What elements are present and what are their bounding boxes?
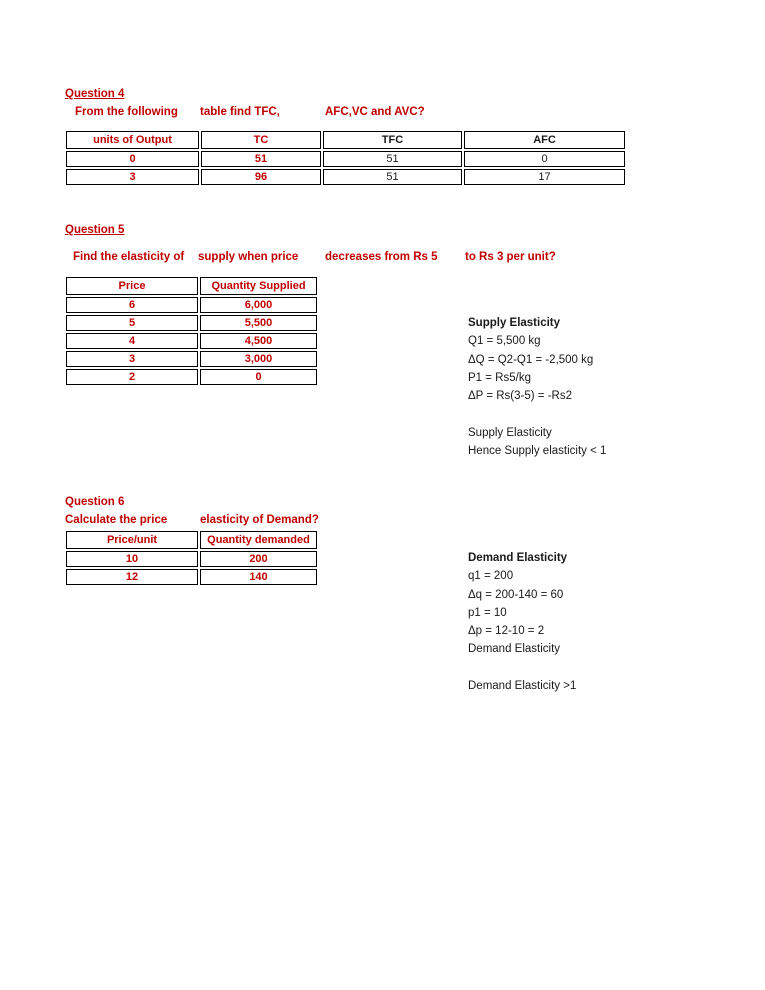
table-cell: 51 <box>323 169 462 185</box>
table-cell: 0 <box>464 151 625 167</box>
q5-subtitle-seg-1: Find the elasticity of <box>73 251 185 263</box>
table-row <box>66 351 317 367</box>
q5-col-header: Price <box>66 277 198 295</box>
q6-subtitle-seg-1: Calculate the price <box>65 514 168 526</box>
table-row <box>66 551 317 567</box>
table-row <box>66 315 317 331</box>
q6-heading: Question 6 <box>65 496 125 508</box>
table-row <box>66 333 317 349</box>
q5-col-header: Quantity Supplied <box>200 277 317 295</box>
q5-solution-block <box>468 314 728 460</box>
q5-solution-line: Hence Supply elasticity < 1 <box>468 445 607 458</box>
q4-subtitle-seg-3: AFC,VC and AVC? <box>325 106 425 118</box>
table-cell: 4 <box>66 333 198 349</box>
q6-solution-line: Δp = 12-10 = 2 <box>468 625 545 638</box>
table-row <box>66 369 317 385</box>
q5-subtitle <box>0 251 700 266</box>
q4-col-header: AFC <box>464 131 625 149</box>
q4-heading: Question 4 <box>65 88 125 100</box>
q6-solution-line: q1 = 200 <box>468 570 514 583</box>
q4-subtitle-seg-2: table find TFC, <box>200 106 280 118</box>
table-header-row <box>66 277 317 295</box>
q6-col-header: Quantity demanded <box>200 531 317 549</box>
q6-solution-block <box>468 549 728 695</box>
q4-col-header: TC <box>201 131 321 149</box>
q4-subtitle <box>0 106 700 121</box>
table-cell: 0 <box>200 369 317 385</box>
table-cell: 140 <box>200 569 317 585</box>
q5-supply-table <box>64 275 319 387</box>
table-header-row <box>66 131 625 149</box>
table-cell: 51 <box>201 151 321 167</box>
q5-subtitle-seg-4: to Rs 3 per unit? <box>465 251 556 263</box>
table-cell: 6,000 <box>200 297 317 313</box>
q6-solution-title: Demand Elasticity <box>468 552 568 564</box>
table-cell: 12 <box>66 569 198 585</box>
q6-subtitle <box>0 514 700 529</box>
table-row <box>66 151 625 167</box>
q6-demand-table <box>64 529 319 587</box>
table-row <box>66 569 317 585</box>
q5-solution-line: ΔQ = Q2-Q1 = -2,500 kg <box>468 353 594 366</box>
table-row <box>66 297 317 313</box>
q6-solution-line <box>468 659 728 677</box>
table-cell: 5,500 <box>200 315 317 331</box>
q5-solution-line <box>468 405 728 423</box>
q5-subtitle-seg-2: supply when price <box>198 251 299 263</box>
q5-solution-line: Q1 = 5,500 kg <box>468 335 541 348</box>
q4-col-header: TFC <box>323 131 462 149</box>
table-cell: 6 <box>66 297 198 313</box>
q5-solution-line: Supply Elasticity <box>468 426 552 439</box>
q6-col-header: Price/unit <box>66 531 198 549</box>
q4-col-header: units of Output <box>66 131 199 149</box>
q6-solution-line: p1 = 10 <box>468 606 507 619</box>
table-cell: 96 <box>201 169 321 185</box>
table-cell: 5 <box>66 315 198 331</box>
table-cell: 3 <box>66 169 199 185</box>
q6-subtitle-seg-2: elasticity of Demand? <box>200 514 319 526</box>
table-cell: 4,500 <box>200 333 317 349</box>
table-cell: 3 <box>66 351 198 367</box>
q6-solution-line: Demand Elasticity >1 <box>468 680 577 693</box>
q4-cost-table <box>64 129 627 187</box>
table-cell: 3,000 <box>200 351 317 367</box>
q5-solution-line: ΔP = Rs(3-5) = -Rs2 <box>468 390 572 403</box>
table-cell: 10 <box>66 551 198 567</box>
q5-solution-line: P1 = Rs5/kg <box>468 371 531 384</box>
table-header-row <box>66 531 317 549</box>
table-cell: 17 <box>464 169 625 185</box>
q4-subtitle-seg-1: From the following <box>75 106 178 118</box>
q5-heading: Question 5 <box>65 224 125 236</box>
q5-subtitle-seg-3: decreases from Rs 5 <box>325 251 438 263</box>
table-cell: 2 <box>66 369 198 385</box>
table-row <box>66 169 625 185</box>
table-cell: 200 <box>200 551 317 567</box>
q6-solution-line: Δq = 200-140 = 60 <box>468 588 564 601</box>
q5-solution-title: Supply Elasticity <box>468 317 561 329</box>
table-cell: 51 <box>323 151 462 167</box>
table-cell: 0 <box>66 151 199 167</box>
q6-solution-line: Demand Elasticity <box>468 643 561 656</box>
